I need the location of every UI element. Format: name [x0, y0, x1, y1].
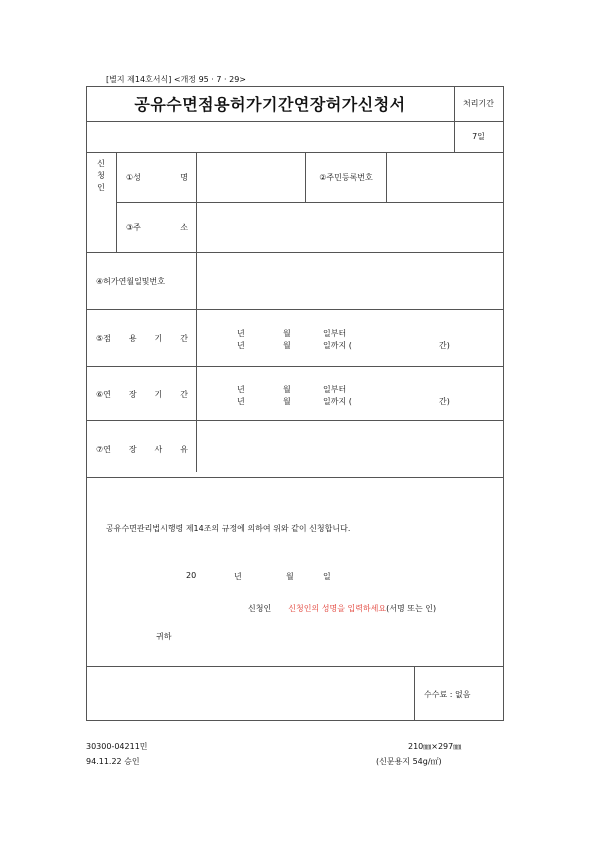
title-cell: [86, 86, 454, 121]
signature-prefix: 신청인: [248, 604, 272, 613]
extension-from-day: 일부터: [323, 385, 347, 394]
address-field[interactable]: [199, 205, 504, 251]
rrn-label-divider: [386, 152, 387, 202]
rrn-field[interactable]: [389, 155, 504, 201]
occupation-period-label: ⑤점 용 기 간: [96, 334, 188, 343]
applicant-name-input[interactable]: 신청인의 성명을 입력하세요: [288, 604, 387, 613]
date-year-label: 년: [234, 572, 242, 581]
occupation-from-year: 년: [237, 329, 245, 338]
extension-row-divider: [86, 420, 504, 421]
signature-line: [248, 603, 436, 614]
permit-date-number-label: ④허가연월일및번호: [96, 277, 165, 286]
permit-date-number-field[interactable]: [199, 255, 504, 308]
occupation-row-divider: [86, 366, 504, 367]
occupation-to-day: 일까지 (: [323, 341, 352, 350]
date-day-label: 일: [323, 572, 331, 581]
form-header-note: [별지 제14호서식] <개정 95 · 7 · 29>: [106, 75, 246, 84]
extension-from-month: 월: [283, 385, 291, 394]
occupation-from-month: 월: [283, 329, 291, 338]
address-label: ③주 소: [126, 223, 188, 232]
extension-to-day: 일까지 (: [323, 397, 352, 406]
processing-row-divider: [86, 152, 504, 153]
name-label: ①성 명: [126, 173, 188, 182]
occupation-to-month: 월: [283, 341, 291, 350]
date-month-label: 월: [286, 572, 294, 581]
applicant-block-divider: [86, 252, 504, 253]
name-field[interactable]: [199, 155, 306, 201]
title-row-divider: [86, 121, 504, 122]
signature-suffix: (서명 또는 인): [386, 604, 437, 613]
declaration-row-divider: [86, 666, 504, 667]
extension-reason-field[interactable]: [199, 423, 504, 478]
processing-value: 7일: [472, 132, 485, 141]
label-column-divider: [196, 152, 197, 472]
occupation-to-year: 년: [237, 341, 245, 350]
processing-label: 처리기간: [463, 99, 494, 108]
table-border-bottom: [86, 720, 504, 721]
date-century: 20: [186, 571, 197, 580]
extension-to-month: 월: [283, 397, 291, 406]
form-title: 공유수면점용허가기간연장허가신청서: [134, 95, 406, 114]
paper-spec: (신문용지 54g/㎡): [376, 757, 442, 766]
addressee: 귀하: [156, 632, 172, 641]
form-code: 30300-04211민: [86, 742, 148, 751]
extension-to-year: 년: [237, 397, 245, 406]
extension-from-year: 년: [237, 385, 245, 394]
occupation-from-day: 일부터: [323, 329, 347, 338]
name-row-divider: [116, 202, 504, 203]
extension-duration-end: 간): [439, 397, 450, 406]
extension-period-label: ⑥연 장 기 간: [96, 390, 188, 399]
permit-row-divider: [86, 309, 504, 310]
applicant-group-label: 신 청 인: [97, 159, 105, 192]
fee-column-divider: [414, 666, 415, 721]
approval-date: 94.11.22 승인: [86, 757, 140, 766]
fee-text: 수수료 : 없음: [424, 690, 471, 699]
declaration-text: 공유수면관리법시행령 제14조의 규정에 의하여 위와 같이 신청합니다.: [106, 524, 351, 533]
extension-reason-label: ⑦연 장 사 유: [96, 445, 188, 454]
rrn-label: ②주민등록번호: [319, 173, 373, 182]
paper-size: 210㎜×297㎜: [408, 742, 462, 751]
occupation-duration-end: 간): [439, 341, 450, 350]
